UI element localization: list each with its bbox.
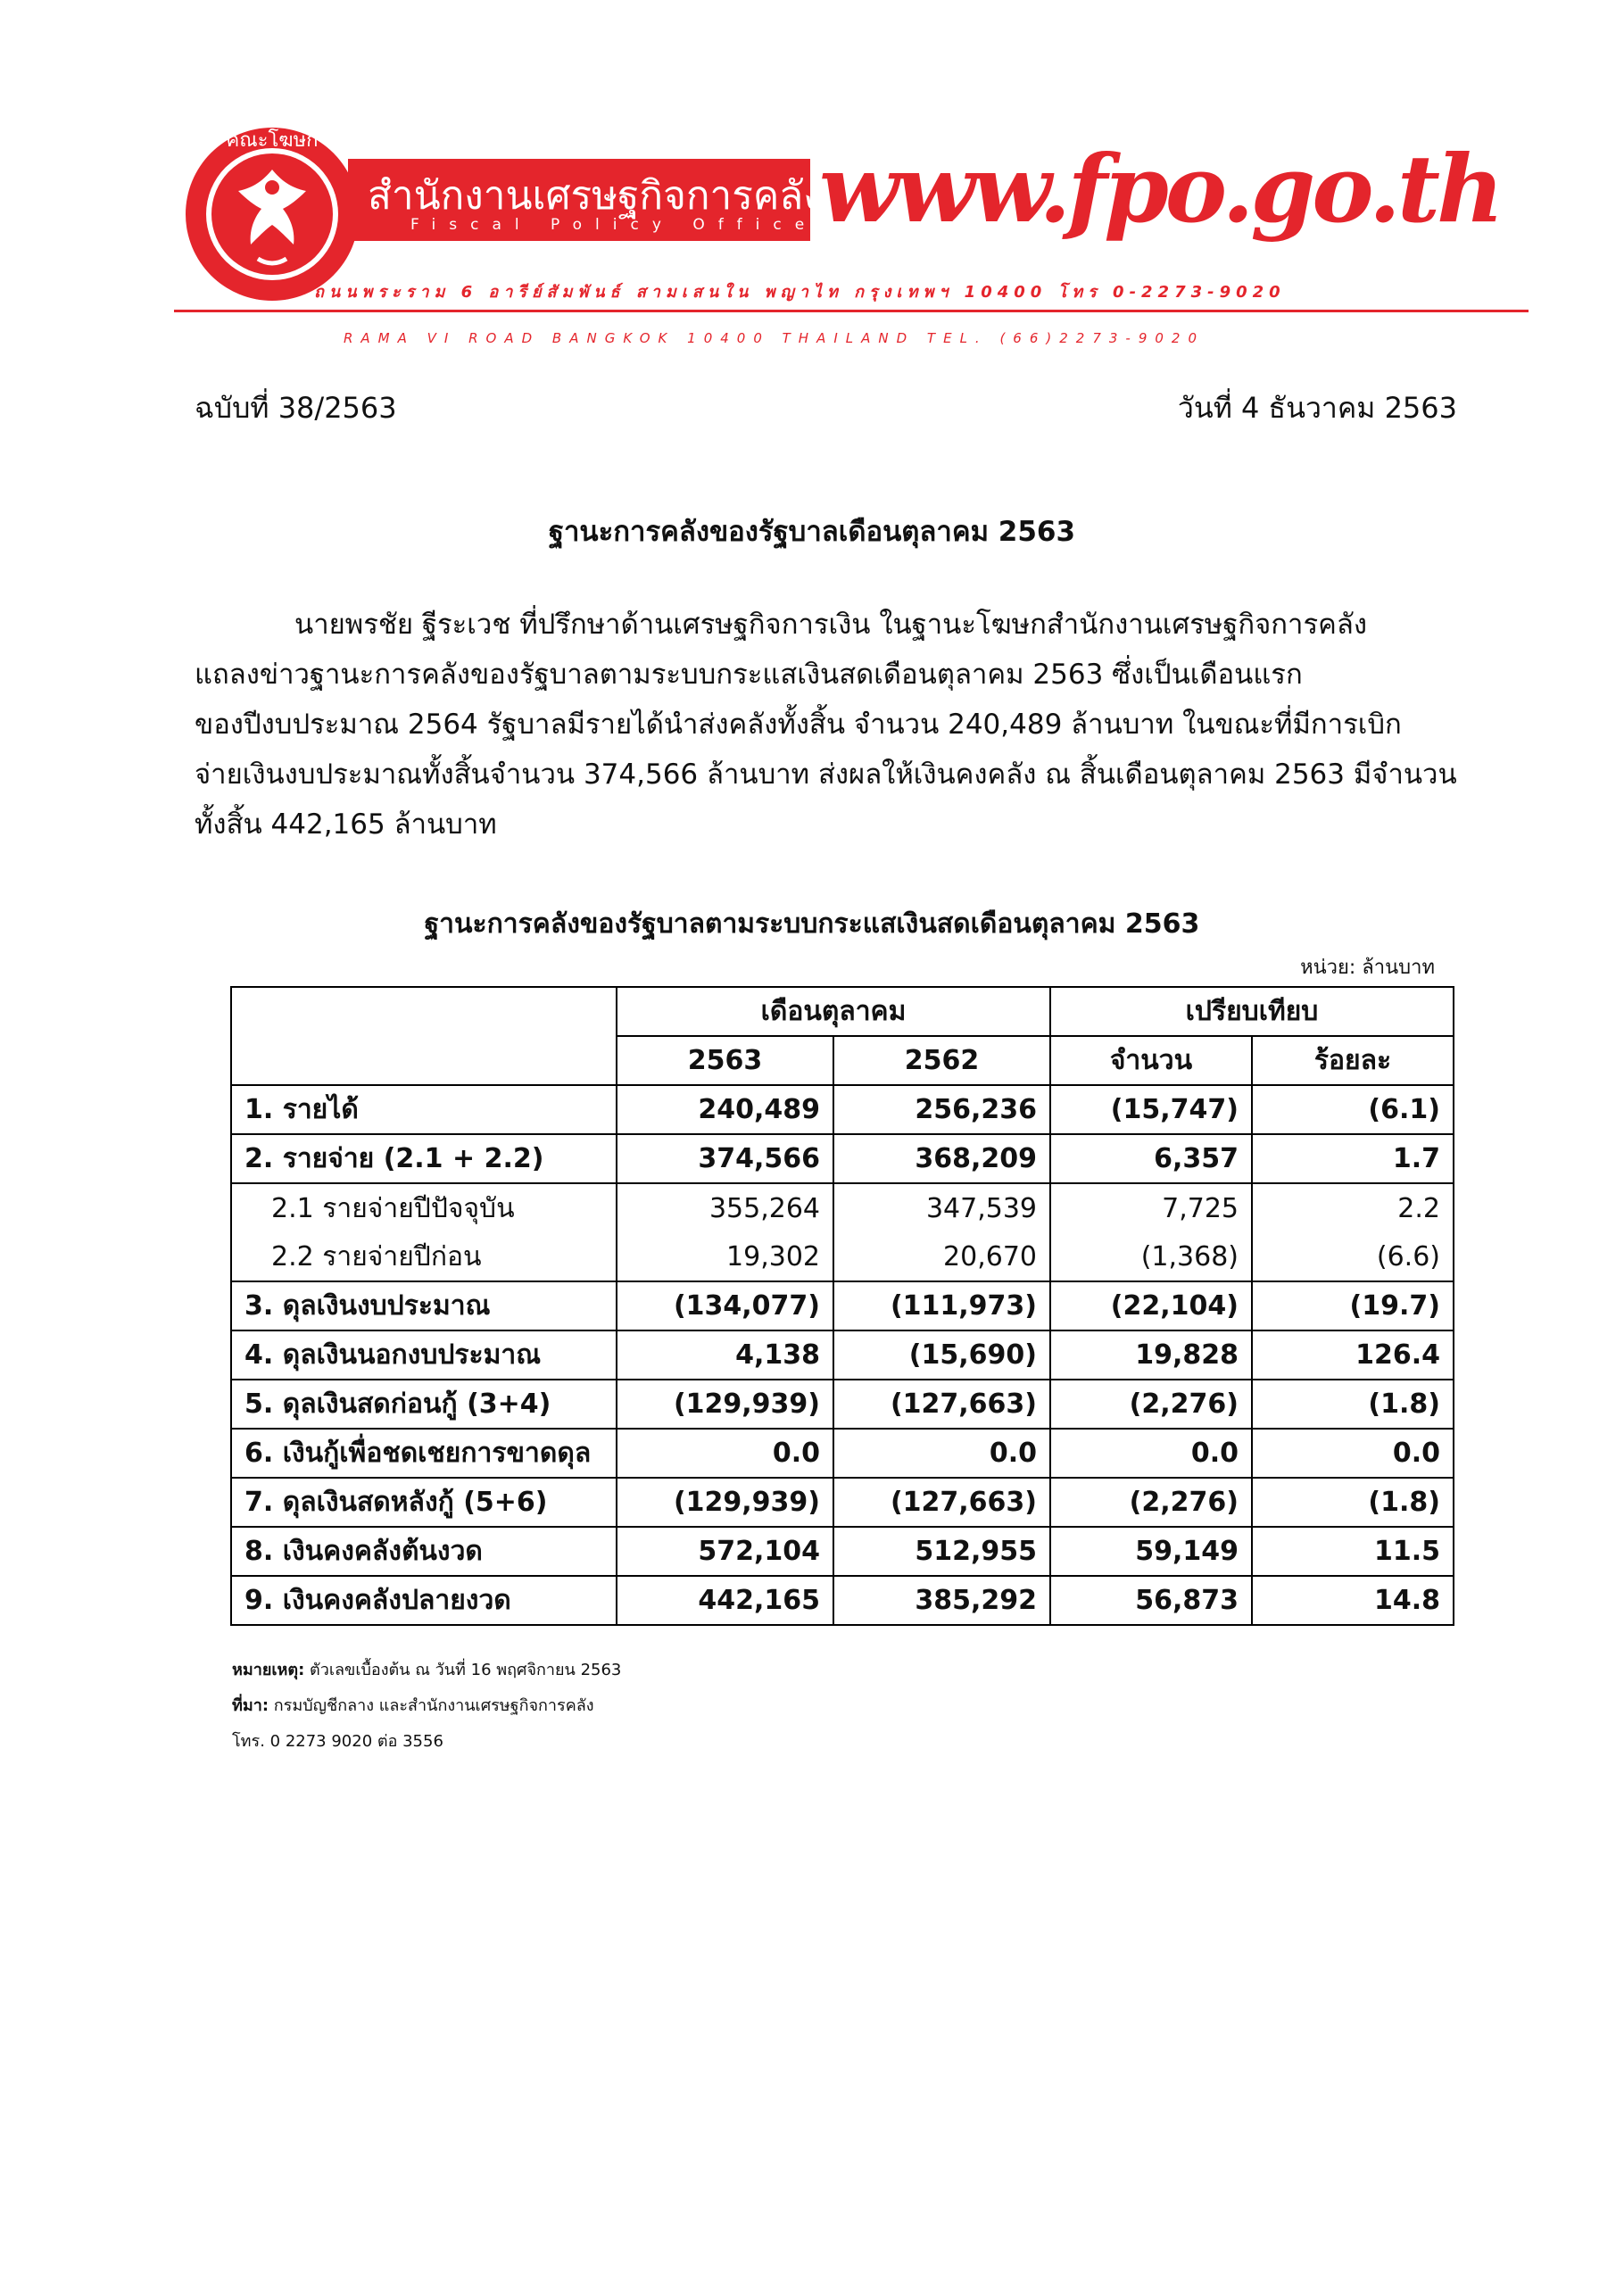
header-col-2562: 2562 <box>833 1036 1050 1085</box>
cell-2562: 0.0 <box>833 1429 1050 1478</box>
cell-percent: 126.4 <box>1252 1330 1454 1380</box>
cell-2563: 4,138 <box>617 1330 833 1380</box>
header-col-2563: 2563 <box>617 1036 833 1085</box>
remark-note <box>232 1653 621 1688</box>
cell-amount: 56,873 <box>1050 1576 1252 1625</box>
body-line: นายพรชัย ฐีระเวช ที่ปรึกษาด้านเศรษฐกิจการเงิน ในฐานะโฆษกสำนักงานเศรษฐกิจการคลัง <box>294 609 1367 641</box>
cell-percent: (6.6) <box>1252 1232 1454 1281</box>
cell-2562: 512,955 <box>833 1527 1050 1576</box>
table-row <box>231 1085 1454 1134</box>
fiscal-position-table <box>230 986 1454 1626</box>
remark-label: หมายเหตุ: <box>232 1661 305 1679</box>
cell-2562: (127,663) <box>833 1478 1050 1527</box>
cell-amount: (22,104) <box>1050 1281 1252 1330</box>
remark-text: ตัวเลขเบื้องต้น ณ วันที่ 16 พฤศจิกายน 2563 <box>310 1661 622 1679</box>
cell-2562: (127,663) <box>833 1380 1050 1429</box>
source-note <box>232 1688 621 1724</box>
table-title: ฐานะการคลังของรัฐบาลตามระบบกระแสเงินสดเดือนตุลาคม 2563 <box>424 908 1200 940</box>
table-row <box>231 1330 1454 1380</box>
cell-amount: (1,368) <box>1050 1232 1252 1281</box>
table-row <box>231 1281 1454 1330</box>
cell-2563: (129,939) <box>617 1478 833 1527</box>
seal-text: คณะโฆษก <box>226 129 319 152</box>
cell-percent: 11.5 <box>1252 1527 1454 1576</box>
source-text: กรมบัญชีกลาง และสำนักงานเศรษฐกิจการคลัง <box>273 1696 594 1715</box>
cell-2563: 374,566 <box>617 1134 833 1183</box>
website-url[interactable]: www.fpo.go.th <box>819 134 1501 244</box>
cell-2563: (134,077) <box>617 1281 833 1330</box>
table-row <box>231 1478 1454 1527</box>
cell-2563: 240,489 <box>617 1085 833 1134</box>
row-label: 8. เงินคงคลังต้นงวด <box>231 1527 617 1576</box>
row-label: 2.2 รายจ่ายปีก่อน <box>231 1232 617 1281</box>
row-label: 6. เงินกู้เพื่อชดเชยการขาดดุล <box>231 1429 617 1478</box>
row-label: 2.1 รายจ่ายปีปัจจุบัน <box>231 1183 617 1232</box>
header-col-percent: ร้อยละ <box>1252 1036 1454 1085</box>
issue-number: ฉบับที่ 38/2563 <box>195 391 397 425</box>
cell-amount: 19,828 <box>1050 1330 1252 1380</box>
cell-2563: 19,302 <box>617 1232 833 1281</box>
row-label: 3. ดุลเงินงบประมาณ <box>231 1281 617 1330</box>
cell-2562: 256,236 <box>833 1085 1050 1134</box>
row-label: 5. ดุลเงินสดก่อนกู้ (3+4) <box>231 1380 617 1429</box>
row-label: 1. รายได้ <box>231 1085 617 1134</box>
address-thai: ถนนพระราม 6 อารีย์สัมพันธ์ สามเสนใน พญาไท กรุงเทพฯ 10400 โทร 0-2273-9020 <box>314 283 1286 302</box>
cell-2563: (129,939) <box>617 1380 833 1429</box>
cell-percent: 0.0 <box>1252 1429 1454 1478</box>
body-line: ของปีงบประมาณ 2564 รัฐบาลมีรายได้นำส่งคลังทั้งสิ้น จำนวน 240,489 ล้านบาท ในขณะที่มีการเบิก <box>195 709 1402 741</box>
header-blank <box>231 987 617 1085</box>
row-label: 2. รายจ่าย (2.1 + 2.2) <box>231 1134 617 1183</box>
cell-percent: (6.1) <box>1252 1085 1454 1134</box>
org-banner <box>348 159 823 241</box>
cell-2562: 385,292 <box>833 1576 1050 1625</box>
row-label: 4. ดุลเงินนอกงบประมาณ <box>231 1330 617 1380</box>
table-header-row <box>231 987 1454 1036</box>
footnotes <box>232 1653 621 1760</box>
row-label: 7. ดุลเงินสดหลังกู้ (5+6) <box>231 1478 617 1527</box>
cell-2562: 368,209 <box>833 1134 1050 1183</box>
header-divider <box>174 310 1529 312</box>
fpo-seal-logo <box>183 125 361 303</box>
cell-2562: (15,690) <box>833 1330 1050 1380</box>
cell-amount: (2,276) <box>1050 1380 1252 1429</box>
cell-amount: (2,276) <box>1050 1478 1252 1527</box>
cell-percent: (1.8) <box>1252 1478 1454 1527</box>
body-line: จ่ายเงินงบประมาณทั้งสิ้นจำนวน 374,566 ล้านบาท ส่งผลให้เงินคงคลัง ณ สิ้นเดือนตุลาคม 2563 มีจำนวน <box>195 758 1457 791</box>
cell-2562: 347,539 <box>833 1183 1050 1232</box>
unit-note: หน่วย: ล้านบาท <box>1300 957 1435 979</box>
issue-date: วันที่ 4 ธันวาคม 2563 <box>1177 391 1457 425</box>
header-month-group: เดือนตุลาคม <box>617 987 1050 1036</box>
header-compare-group: เปรียบเทียบ <box>1050 987 1454 1036</box>
address-english: RAMA VI ROAD BANGKOK 10400 THAILAND TEL. (66)2273-9020 <box>344 330 1206 346</box>
row-label: 9. เงินคงคลังปลายงวด <box>231 1576 617 1625</box>
cell-amount: 7,725 <box>1050 1183 1252 1232</box>
cell-percent: (1.8) <box>1252 1380 1454 1429</box>
table-row <box>231 1576 1454 1625</box>
source-label: ที่มา: <box>232 1696 269 1715</box>
table-row <box>231 1134 1454 1183</box>
document-title: ฐานะการคลังของรัฐบาลเดือนตุลาคม 2563 <box>548 516 1076 548</box>
cell-2562: 20,670 <box>833 1232 1050 1281</box>
contact-phone: โทร. 0 2273 9020 ต่อ 3556 <box>232 1732 443 1751</box>
table-row <box>231 1527 1454 1576</box>
table-subrow <box>231 1183 1454 1232</box>
cell-percent: 14.8 <box>1252 1576 1454 1625</box>
org-name-english: Fiscal Policy Office <box>410 216 818 234</box>
cell-percent: 2.2 <box>1252 1183 1454 1232</box>
cell-2563: 355,264 <box>617 1183 833 1232</box>
cell-amount: 6,357 <box>1050 1134 1252 1183</box>
body-line: ทั้งสิ้น 442,165 ล้านบาท <box>195 808 497 841</box>
cell-2563: 0.0 <box>617 1429 833 1478</box>
table-row <box>231 1429 1454 1478</box>
cell-amount: (15,747) <box>1050 1085 1252 1134</box>
body-line: แถลงข่าวฐานะการคลังของรัฐบาลตามระบบกระแสเงินสดเดือนตุลาคม 2563 ซึ่งเป็นเดือนแรก <box>195 659 1303 691</box>
cell-amount: 59,149 <box>1050 1527 1252 1576</box>
header-col-amount: จำนวน <box>1050 1036 1252 1085</box>
org-name-thai: สำนักงานเศรษฐกิจการคลัง <box>368 173 823 219</box>
cell-2562: (111,973) <box>833 1281 1050 1330</box>
cell-2563: 442,165 <box>617 1576 833 1625</box>
table-row <box>231 1380 1454 1429</box>
cell-2563: 572,104 <box>617 1527 833 1576</box>
cell-percent: 1.7 <box>1252 1134 1454 1183</box>
cell-amount: 0.0 <box>1050 1429 1252 1478</box>
body-paragraph <box>195 600 1457 850</box>
table-subrow <box>231 1232 1454 1281</box>
cell-percent: (19.7) <box>1252 1281 1454 1330</box>
